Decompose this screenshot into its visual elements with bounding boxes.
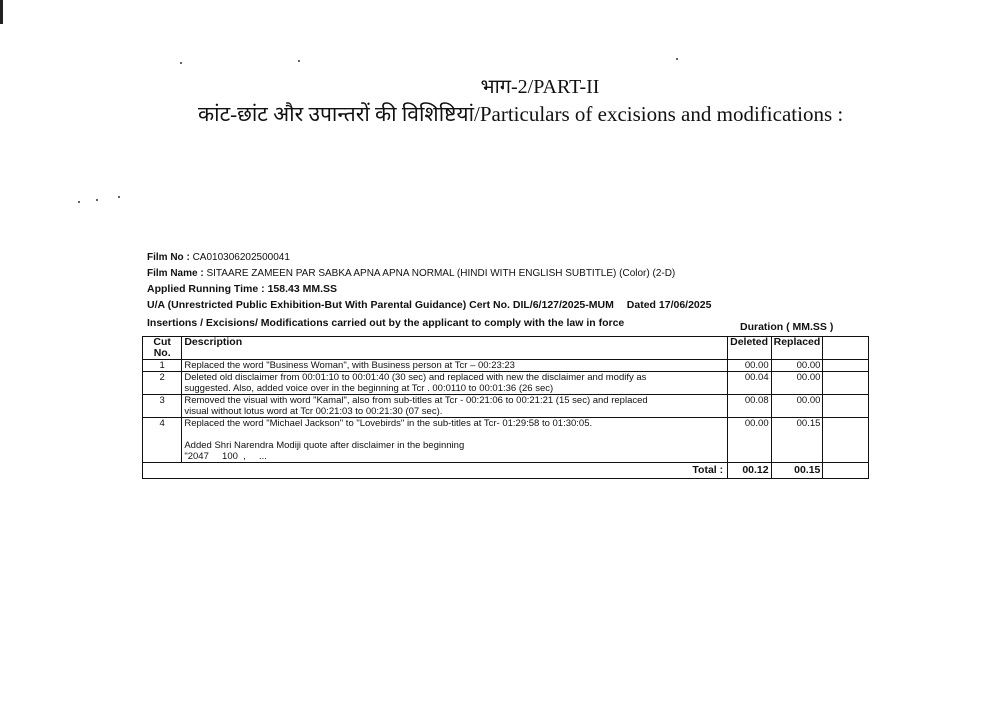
description-line: Removed the visual with word "Kamal", also from sub-titles at Tcr - 00:21:06 to 00:21:21 (15 sec) and replaced bbox=[184, 395, 648, 406]
total-replaced: 00.15 bbox=[771, 463, 823, 479]
deleted-value: 00.00 bbox=[728, 418, 771, 463]
cert-text: U/A (Unrestricted Public Exhibition-But With Parental Guidance) Cert No. bbox=[147, 299, 510, 311]
blank-cell bbox=[823, 395, 869, 418]
total-label: Total : bbox=[143, 463, 728, 479]
header-blank bbox=[823, 337, 869, 360]
scan-edge-mark bbox=[0, 0, 3, 24]
cut-no: 3 bbox=[143, 395, 182, 418]
scan-speck bbox=[180, 62, 182, 64]
film-no-label: Film No : bbox=[147, 252, 190, 263]
description-line: visual without lotus word at Tcr 00:21:03 to 00:21:30 (07 sec). bbox=[184, 406, 443, 417]
replaced-value: 00.00 bbox=[771, 372, 823, 395]
film-name-line bbox=[147, 268, 675, 279]
description bbox=[182, 395, 728, 418]
table-row bbox=[143, 418, 869, 463]
header-deleted: Deleted bbox=[728, 337, 771, 360]
description-line: Added Shri Narendra Modiji quote after disclaimer in the beginning bbox=[184, 440, 465, 451]
deleted-value: 00.08 bbox=[728, 395, 771, 418]
replaced-value: 00.15 bbox=[771, 418, 823, 463]
running-time-label: Applied Running Time : bbox=[147, 283, 265, 295]
cut-no: 2 bbox=[143, 372, 182, 395]
table-row bbox=[143, 372, 869, 395]
table-row bbox=[143, 360, 869, 372]
table-caption: Insertions / Excisions/ Modifications carried out by the applicant to comply with the law in force bbox=[147, 317, 625, 329]
duration-label: Duration ( MM.SS ) bbox=[740, 321, 834, 333]
header-replaced: Replaced bbox=[771, 337, 823, 360]
scan-speck bbox=[676, 58, 678, 60]
description-line: Deleted old disclaimer from 00:01:10 to 00:01:40 (30 sec) and replaced with new the disclaimer and modify as bbox=[184, 372, 647, 383]
description-line: suggested. Also, added voice over in the beginning at Tcr . 00:0110 to 00:01:36 (26 sec) bbox=[184, 383, 554, 394]
scan-speck bbox=[118, 196, 120, 198]
running-time-line bbox=[147, 283, 337, 295]
film-name-value: SITAARE ZAMEEN PAR SABKA APNA APNA NORMAL (HINDI WITH ENGLISH SUBTITLE) (Color) (2-D) bbox=[206, 268, 676, 279]
table-header-row bbox=[143, 337, 869, 360]
header-description: Description bbox=[182, 337, 728, 360]
total-row bbox=[143, 463, 869, 479]
scan-speck bbox=[78, 201, 80, 203]
deleted-value: 00.04 bbox=[728, 372, 771, 395]
page-heading: कांट-छांट और उपान्तरों की विशिष्टियां/Particulars of excisions and modifications : bbox=[198, 102, 844, 126]
film-no-value: CA010306202500041 bbox=[192, 252, 290, 263]
description-line: Replaced the word "Business Woman", with Business person at Tcr – 00:23:23 bbox=[184, 360, 515, 371]
part-title: भाग-2/PART-II bbox=[480, 76, 600, 98]
total-deleted: 00.12 bbox=[728, 463, 771, 479]
blank-cell bbox=[823, 463, 869, 479]
description bbox=[182, 372, 728, 395]
scan-speck bbox=[298, 60, 300, 62]
cut-no: 4 bbox=[143, 418, 182, 463]
cut-no: 1 bbox=[143, 360, 182, 372]
film-no-line bbox=[147, 252, 290, 263]
description-spacer bbox=[184, 429, 725, 440]
excisions-table bbox=[142, 336, 869, 479]
deleted-value: 00.00 bbox=[728, 360, 771, 372]
table-row bbox=[143, 395, 869, 418]
film-name-label: Film Name : bbox=[147, 268, 204, 279]
replaced-value: 00.00 bbox=[771, 360, 823, 372]
blank-cell bbox=[823, 418, 869, 463]
description-line: Replaced the word "Michael Jackson" to "Lovebirds" in the sub-titles at Tcr- 01:29:58 to 01:30:05. bbox=[184, 418, 593, 429]
scan-speck bbox=[96, 199, 98, 201]
description-line: "2047 100 , ... bbox=[184, 451, 267, 462]
cert-no: DIL/6/127/2025-MUM bbox=[512, 299, 614, 311]
blank-cell bbox=[823, 360, 869, 372]
header-cut-no: Cut No. bbox=[143, 337, 182, 360]
dated-label: Dated bbox=[626, 299, 656, 311]
running-time-value: 158.43 MM.SS bbox=[267, 283, 338, 295]
certificate-line bbox=[147, 299, 711, 311]
description bbox=[182, 360, 728, 372]
replaced-value: 00.00 bbox=[771, 395, 823, 418]
description bbox=[182, 418, 728, 463]
blank-cell bbox=[823, 372, 869, 395]
dated-value: 17/06/2025 bbox=[658, 299, 712, 311]
